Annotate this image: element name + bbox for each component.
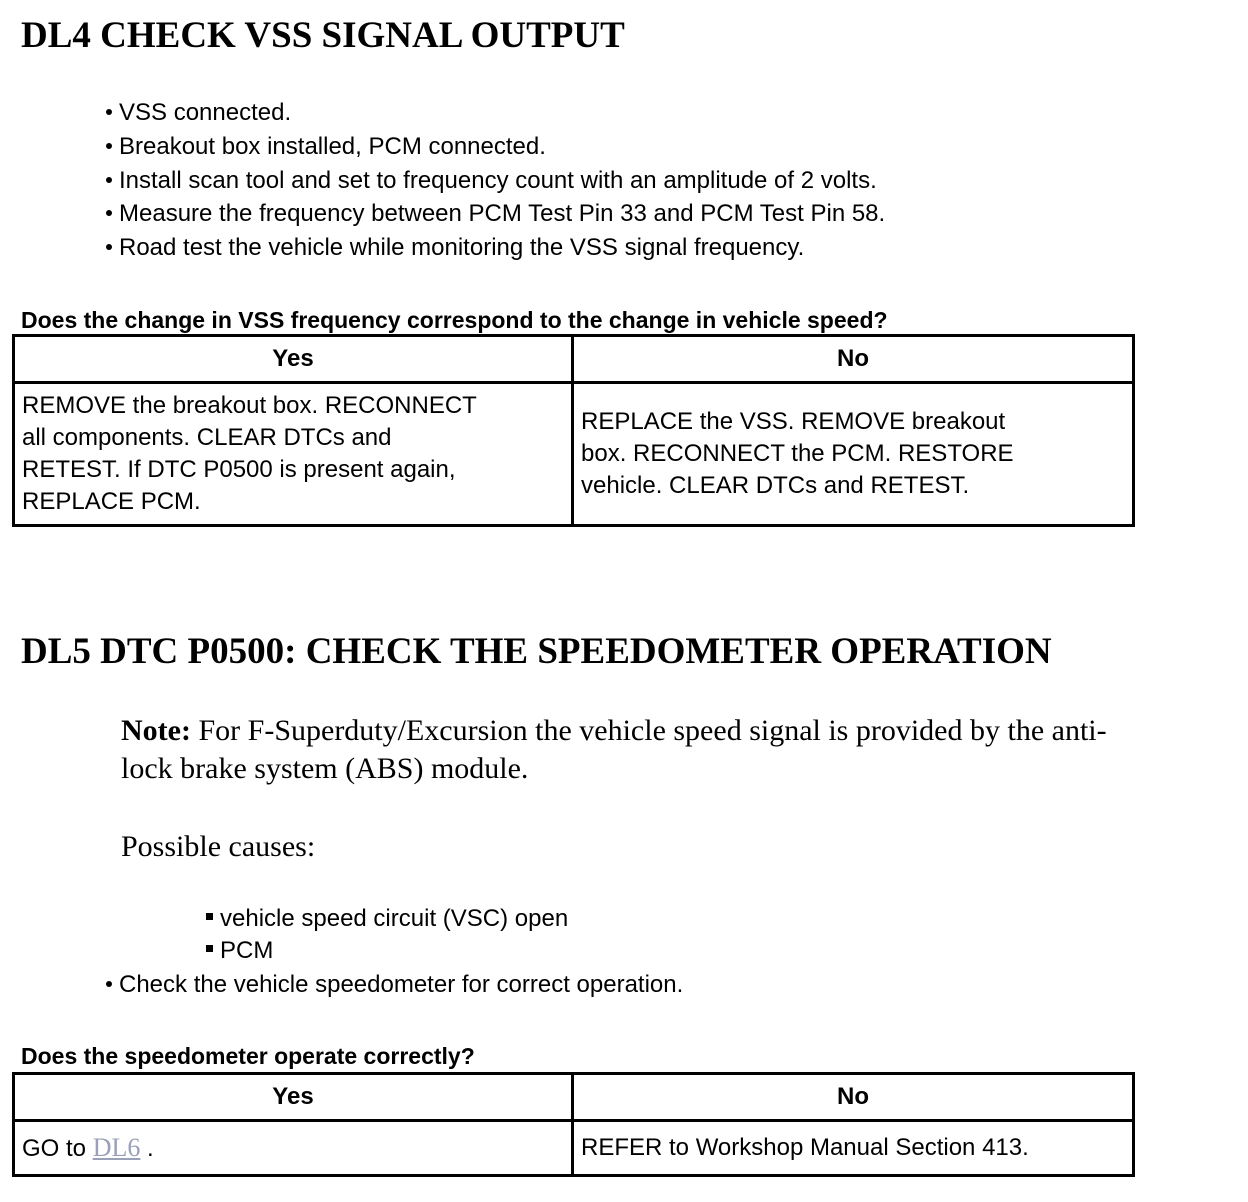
bullet-icon [106,109,112,115]
possible-causes-intro: Possible causes: [121,830,316,863]
bullet-icon [106,981,112,987]
list-item: Install scan tool and set to frequency count with an amplitude of 2 volts. [106,166,877,196]
bullet-icon [106,244,112,250]
yes-header: Yes [14,336,573,383]
list-item: Road test the vehicle while monitoring the VSS signal frequency. [106,233,804,263]
list-item: vehicle speed circuit (VSC) open [206,904,568,934]
bullet-icon [106,143,112,149]
table-header-row [14,1074,1134,1121]
list-item: Measure the frequency between PCM Test Pin 33 and PCM Test Pin 58. [106,199,885,229]
list-item: PCM [206,936,273,966]
no-header: No [573,1074,1134,1121]
table-row [14,383,1134,526]
bullet-icon [106,177,112,183]
square-bullet-icon [206,913,213,920]
dl5-answer-table [12,1072,1135,1177]
bullet-icon [106,210,112,216]
list-item: Breakout box installed, PCM connected. [106,132,546,162]
table-header-row [14,336,1134,383]
dl5-note: Note: For F-Superduty/Excursion the vehicle speed signal is provided by the anti- lock brake system (ABS) module. [121,714,1107,785]
dl5-question: Does the speedometer operate correctly? [21,1043,475,1069]
list-item: VSS connected. [106,98,291,128]
yes-cell: REMOVE the breakout box. RECONNECT all components. CLEAR DTCs and RETEST. If DTC P0500 is present again, REPLACE PCM. [14,383,573,526]
dl6-link[interactable]: DL6 [92,1132,141,1162]
yes-header: Yes [14,1074,573,1121]
dl4-question: Does the change in VSS frequency correspond to the change in vehicle speed? [21,307,888,333]
dl5-heading: DL5 DTC P0500: CHECK THE SPEEDOMETER OPERATION [21,631,1052,672]
dl4-heading: DL4 CHECK VSS SIGNAL OUTPUT [21,15,625,56]
no-header: No [573,336,1134,383]
yes-cell: GO to DL6 . [14,1121,573,1176]
dl4-answer-table [12,334,1135,527]
no-cell: REPLACE the VSS. REMOVE breakout box. RECONNECT the PCM. RESTORE vehicle. CLEAR DTCs and RETEST. [573,383,1134,526]
note-label: Note: [121,714,191,747]
table-row [14,1121,1134,1176]
no-cell: REFER to Workshop Manual Section 413. [573,1121,1134,1176]
dl5-step: Check the vehicle speedometer for correct operation. [106,970,683,1000]
square-bullet-icon [206,945,213,952]
